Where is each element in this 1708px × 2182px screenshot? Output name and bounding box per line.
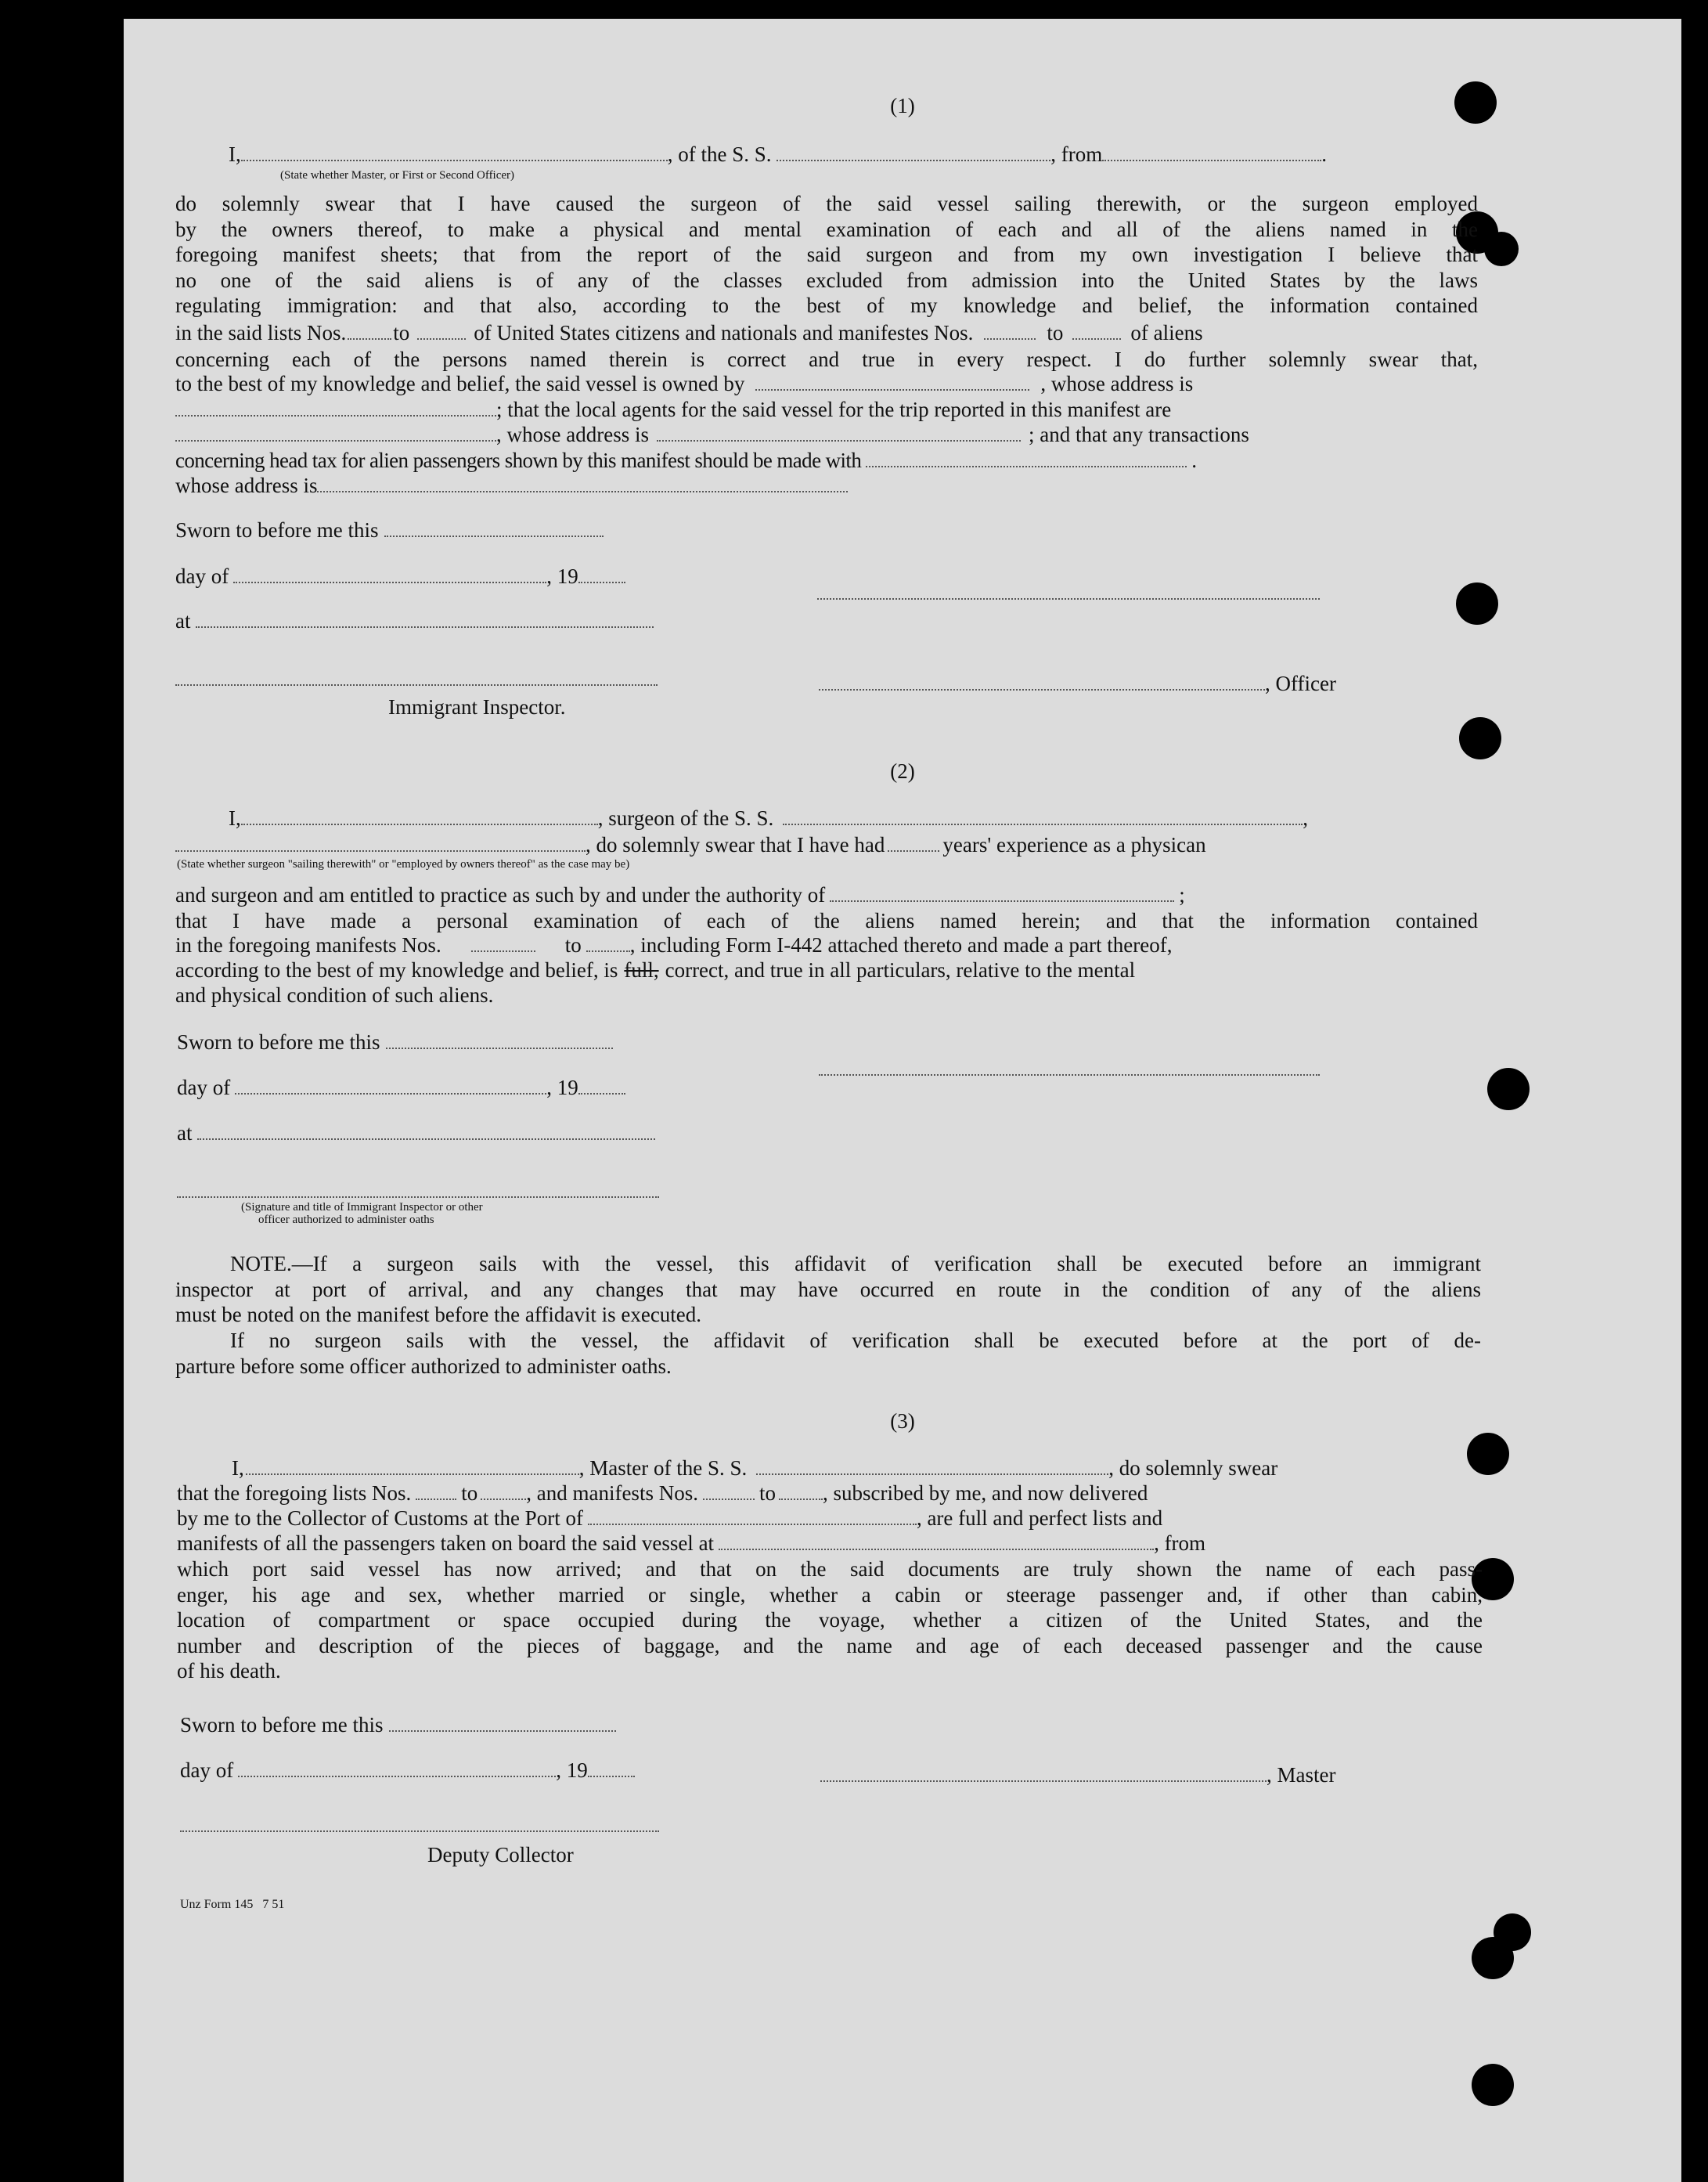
punch-hole: [1459, 717, 1501, 759]
punch-hole: [1456, 582, 1498, 625]
punch-hole: [1472, 2064, 1514, 2106]
place-line: at: [175, 609, 654, 633]
form-number: Unz Form 145 7 51: [180, 1898, 285, 1911]
oath-paragraph: do solemnly swear that I have caused the surgeon of the said vessel sailing therewith, or the surgeon employed by the owners thereof, to make a physical and mental examination of each and all of the aliens named in the foregoing manifest sheets; that from the report of the said surgeon and from my own investigation I believe that no one of the said aliens is of any of the classes excluded from admission into the United States by the laws regulating immigration: and that also, according to the best of my knowledge and belief, the information contained: [175, 192, 1478, 317]
oath-paragraph: concerning each of the persons named therein is correct and true in every respect. I do further solemnly swear that,: [175, 348, 1478, 371]
punch-hole: [1472, 1937, 1514, 1979]
collector-signature-line: [180, 1829, 659, 1832]
officer-line: , Officer: [819, 672, 1336, 696]
date-line: day of , 19: [175, 564, 625, 589]
headtax-address-line: whose address is: [175, 474, 848, 498]
experience-line: , do solemnly swear that I have had years' experience as a physican: [175, 833, 1478, 857]
deputy-label: Deputy Collector: [427, 1843, 574, 1866]
master-line: I, , Master of the S. S. , do solemnly swear: [232, 1456, 1278, 1480]
punch-hole: [1484, 232, 1519, 266]
condition-line: and physical condition of such aliens.: [175, 983, 494, 1007]
agent-address-line: , whose address is ; and that any transactions: [175, 423, 1478, 447]
headtax-line: concerning head tax for alien passengers shown by this manifest should be made with .: [175, 449, 1197, 472]
authority-line: and surgeon and am entitled to practice as such by and under the authority of ;: [175, 883, 1185, 907]
owner-line: to the best of my knowledge and belief, the said vessel is owned by , whose address is: [175, 372, 1194, 395]
signature-note: officer authorized to administer oaths: [258, 1214, 434, 1226]
form-sheet: [124, 19, 1681, 2182]
section-number: (1): [890, 94, 915, 117]
manifests-line: in the foregoing manifests Nos. to , including Form I-442 attached thereto and made a part thereof,: [175, 933, 1173, 957]
date-line: day of , 19: [180, 1758, 635, 1783]
surgeon-line: I, , surgeon of the S. S. ,: [229, 806, 1309, 830]
signature-note: (Signature and title of Immigrant Inspector or other: [241, 1201, 483, 1214]
note-paragraph: If no surgeon sails with the vessel, the affidavit of verification shall be executed before at the port of de- parture before some officer authorized to administer oaths.: [175, 1329, 1481, 1378]
oath-line: I, , of the S. S. , from .: [229, 142, 1327, 166]
section-number: (3): [890, 1409, 915, 1433]
officer-signature-line: [817, 597, 1320, 600]
sworn-line: Sworn to before me this: [177, 1030, 613, 1055]
inspector-signature-line: [177, 1195, 659, 1198]
port-line: by me to the Collector of Customs at the Port of , are full and perfect lists and: [177, 1506, 1163, 1530]
boarding-line: manifests of all the passengers taken on board the said vessel at , from: [177, 1531, 1206, 1555]
oath-paragraph: which port said vessel has now arrived; and that on the said documents are truly shown the name of each pass- enger, his age and sex, whether married or single, whether a cabin or steerage passenger and, if other than cabin, location of compartment or space occupied during the voyage, whether a citizen of the United States, and the number and description of the pieces of baggage, and the name and age of each deceased passenger and the cause of his death.: [177, 1557, 1483, 1682]
date-line: day of , 19: [177, 1076, 625, 1100]
oath-paragraph: that I have made a personal examination of each of the aliens named herein; and that the information contained: [175, 909, 1478, 932]
lists-line: that the foregoing lists Nos. to , and manifests Nos. to , subscribed by me, and now delivered: [177, 1481, 1148, 1505]
master-signature-line: , Master: [820, 1763, 1335, 1787]
place-line: at: [177, 1121, 655, 1145]
lists-line: in the said lists Nos. to of United States citizens and nationals and manifestes Nos. to of aliens: [175, 321, 1203, 344]
agents-line: ; that the local agents for the said vessel for the trip reported in this manifest are: [175, 398, 1478, 422]
sworn-line: Sworn to before me this: [175, 518, 604, 543]
inspector-signature-line: [175, 683, 658, 686]
note-paragraph: NOTE.—If a surgeon sails with the vessel, this affidavit of verification shall be executed before an immigrant inspector at port of arrival, and any changes that may have occurred en route in the condition of any of the aliens must be noted on the manifest before the affidavit is executed.: [175, 1252, 1481, 1326]
section-number: (2): [890, 759, 915, 783]
sworn-line: Sworn to before me this: [180, 1713, 616, 1737]
inspector-label: Immigrant Inspector.: [388, 695, 566, 719]
punch-hole: [1487, 1068, 1530, 1110]
field-note: (State whether surgeon "sailing therewith" or "employed by owners thereof" as the case may be): [177, 858, 630, 871]
surgeon-signature-line: [819, 1073, 1320, 1076]
field-note: (State whether Master, or First or Second Officer): [280, 169, 515, 182]
belief-line: according to the best of my knowledge and belief, is full, correct, and true in all particulars, relative to the mental: [175, 958, 1136, 982]
